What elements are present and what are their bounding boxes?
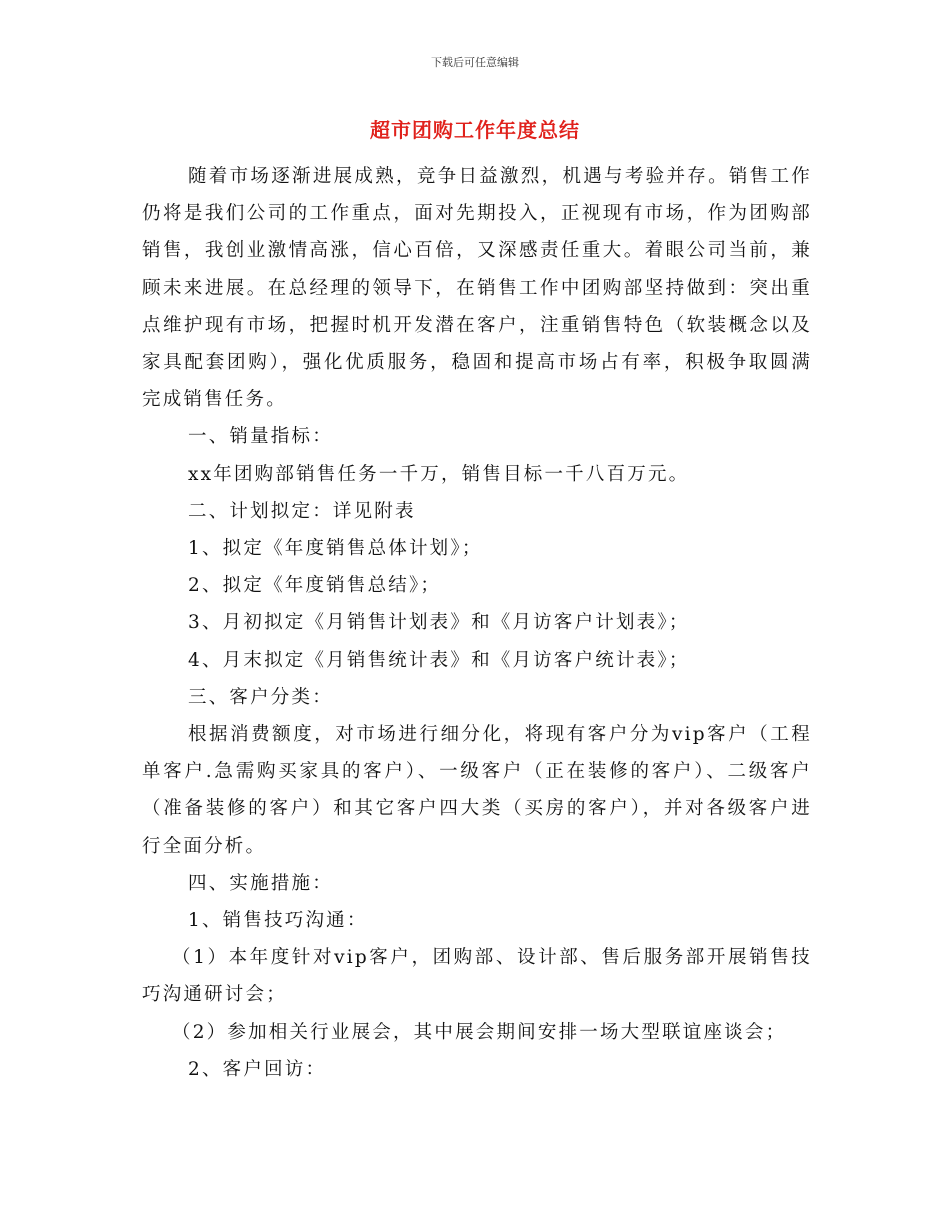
section-heading-measures: 四、实施措施： [188,872,333,894]
subsection-heading-sales-skills: 1、销售技巧沟通： [188,910,368,932]
list-item: 2、拟定《年度销售总结》； [188,575,442,597]
list-item: 4、月末拟定《月销售统计表》和《月访客户统计表》； [188,649,690,671]
list-item: 1、拟定《年度销售总体计划》； [188,538,483,560]
document-title: 超市团购工作年度总结 [370,118,580,142]
paragraph-customer-classification: 根据消费额度，对市场进行细分化，将现有客户分为vip客户（工程单客户.急需购买家具的客户）、一级客户（正在装修的客户）、二级客户（准备装修的客户）和其它客户四大类（买房的客户），并对各级客户进行全面分析。 [142,724,812,857]
document-body [142,158,812,1088]
subsection-heading-customer-visits: 2、客户回访： [188,1058,327,1080]
list-item: （1）本年度针对vip客户，团购部、设计部、售后服务部开展销售技巧沟通研讨会； [142,947,812,1006]
list-item: （2）参加相关行业展会，其中展会期间安排一场大型联谊座谈会； [172,1021,787,1043]
section-heading-planning: 二、计划拟定：详见附表 [188,500,416,522]
section-heading-sales-target: 一、销量指标： [188,426,333,448]
paragraph-sales-target: xx年团购部销售任务一千万，销售目标一千八百万元。 [188,463,690,485]
paragraph-intro: 随着市场逐渐进展成熟，竞争日益激烈，机遇与考验并存。销售工作仍将是我们公司的工作重点，面对先期投入，正视现有市场，作为团购部销售，我创业激情高涨，信心百倍，又深感责任重大。着眼公司当前，兼顾未来进展。在总经理的领导下，在销售工作中团购部坚持做到：突出重点维护现有市场，把握时机开发潜在客户，注重销售特色（软装概念以及家具配套团购），强化优质服务，稳固和提高市场占有率，积极争取圆满完成销售任务。 [142,166,812,411]
section-heading-customer-classification: 三、客户分类： [188,686,333,708]
list-item: 3、月初拟定《月销售计划表》和《月访客户计划表》； [188,612,690,634]
page-header-note: 下载后可任意编辑 [431,56,519,69]
